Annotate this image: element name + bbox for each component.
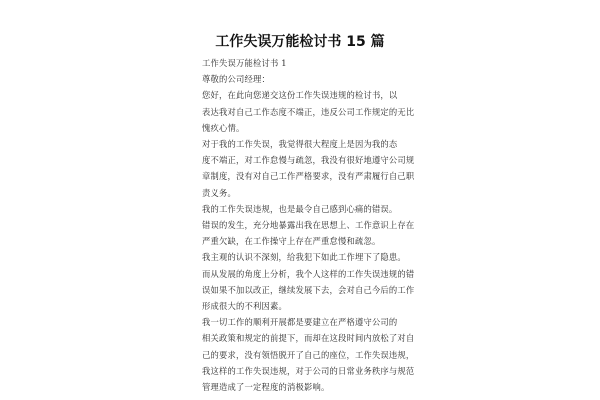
document-line: 尊敬的公司经理： [202,74,270,85]
document-line: 我这样的工作失误违规，对于公司的日常业务秩序与规范 [202,365,415,376]
document-line: 您好，在此向您递交这份工作失误违规的检讨书，以 [202,90,398,101]
page-title: 工作失误万能检讨书 15 篇 [215,34,385,50]
document-line: 己的要求，没有领悟脱开了自己的座位，工作失误违规， [202,349,415,360]
document-line: 表达我对自己工作态度不端正，违反公司工作规定的无比 [202,106,415,117]
document-line: 对于我的工作失误，我觉得很大程度上是因为我的态 [202,139,398,150]
document-line: 工作失误万能检讨书 1 [202,58,287,68]
document-line: 错误的发生，充分地暴露出我在思想上、工作意识上存在 [202,220,415,231]
document-line: 我一切工作的顺利开展都是要建立在严格遵守公司的 [202,317,398,328]
document-line: 度不端正，对工作怠慢与疏忽，我没有很好地遵守公司规 [202,155,415,166]
document-line: 管理造成了一定程度的消极影响。 [202,382,330,393]
document-line: 我主观的认识不深刻，给我犯下如此工作埋下了隐患。 [202,252,406,263]
document-line: 章制度，没有对自己工作严格要求，没有严肃履行自己职 [202,171,415,182]
document-line: 责义务。 [202,187,236,198]
document-line: 相关政策和规定的前提下，而却在这段时间内放松了对自 [202,333,415,344]
document-line: 我的工作失误违规，也是最令自己感到心痛的错误。 [202,203,398,214]
document-line: 严重欠缺，在工作操守上存在严重怠慢和疏忽。 [202,236,381,247]
document-line: 而从发展的角度上分析，我个人这样的工作失误违规的错 [202,268,415,279]
document-line: 愧疚心情。 [202,122,245,133]
document-line: 形成很大的不利因素。 [202,301,287,312]
document-body [202,55,415,395]
document-line: 误如果不加以改正，继续发展下去，会对自己今后的工作 [202,284,415,295]
